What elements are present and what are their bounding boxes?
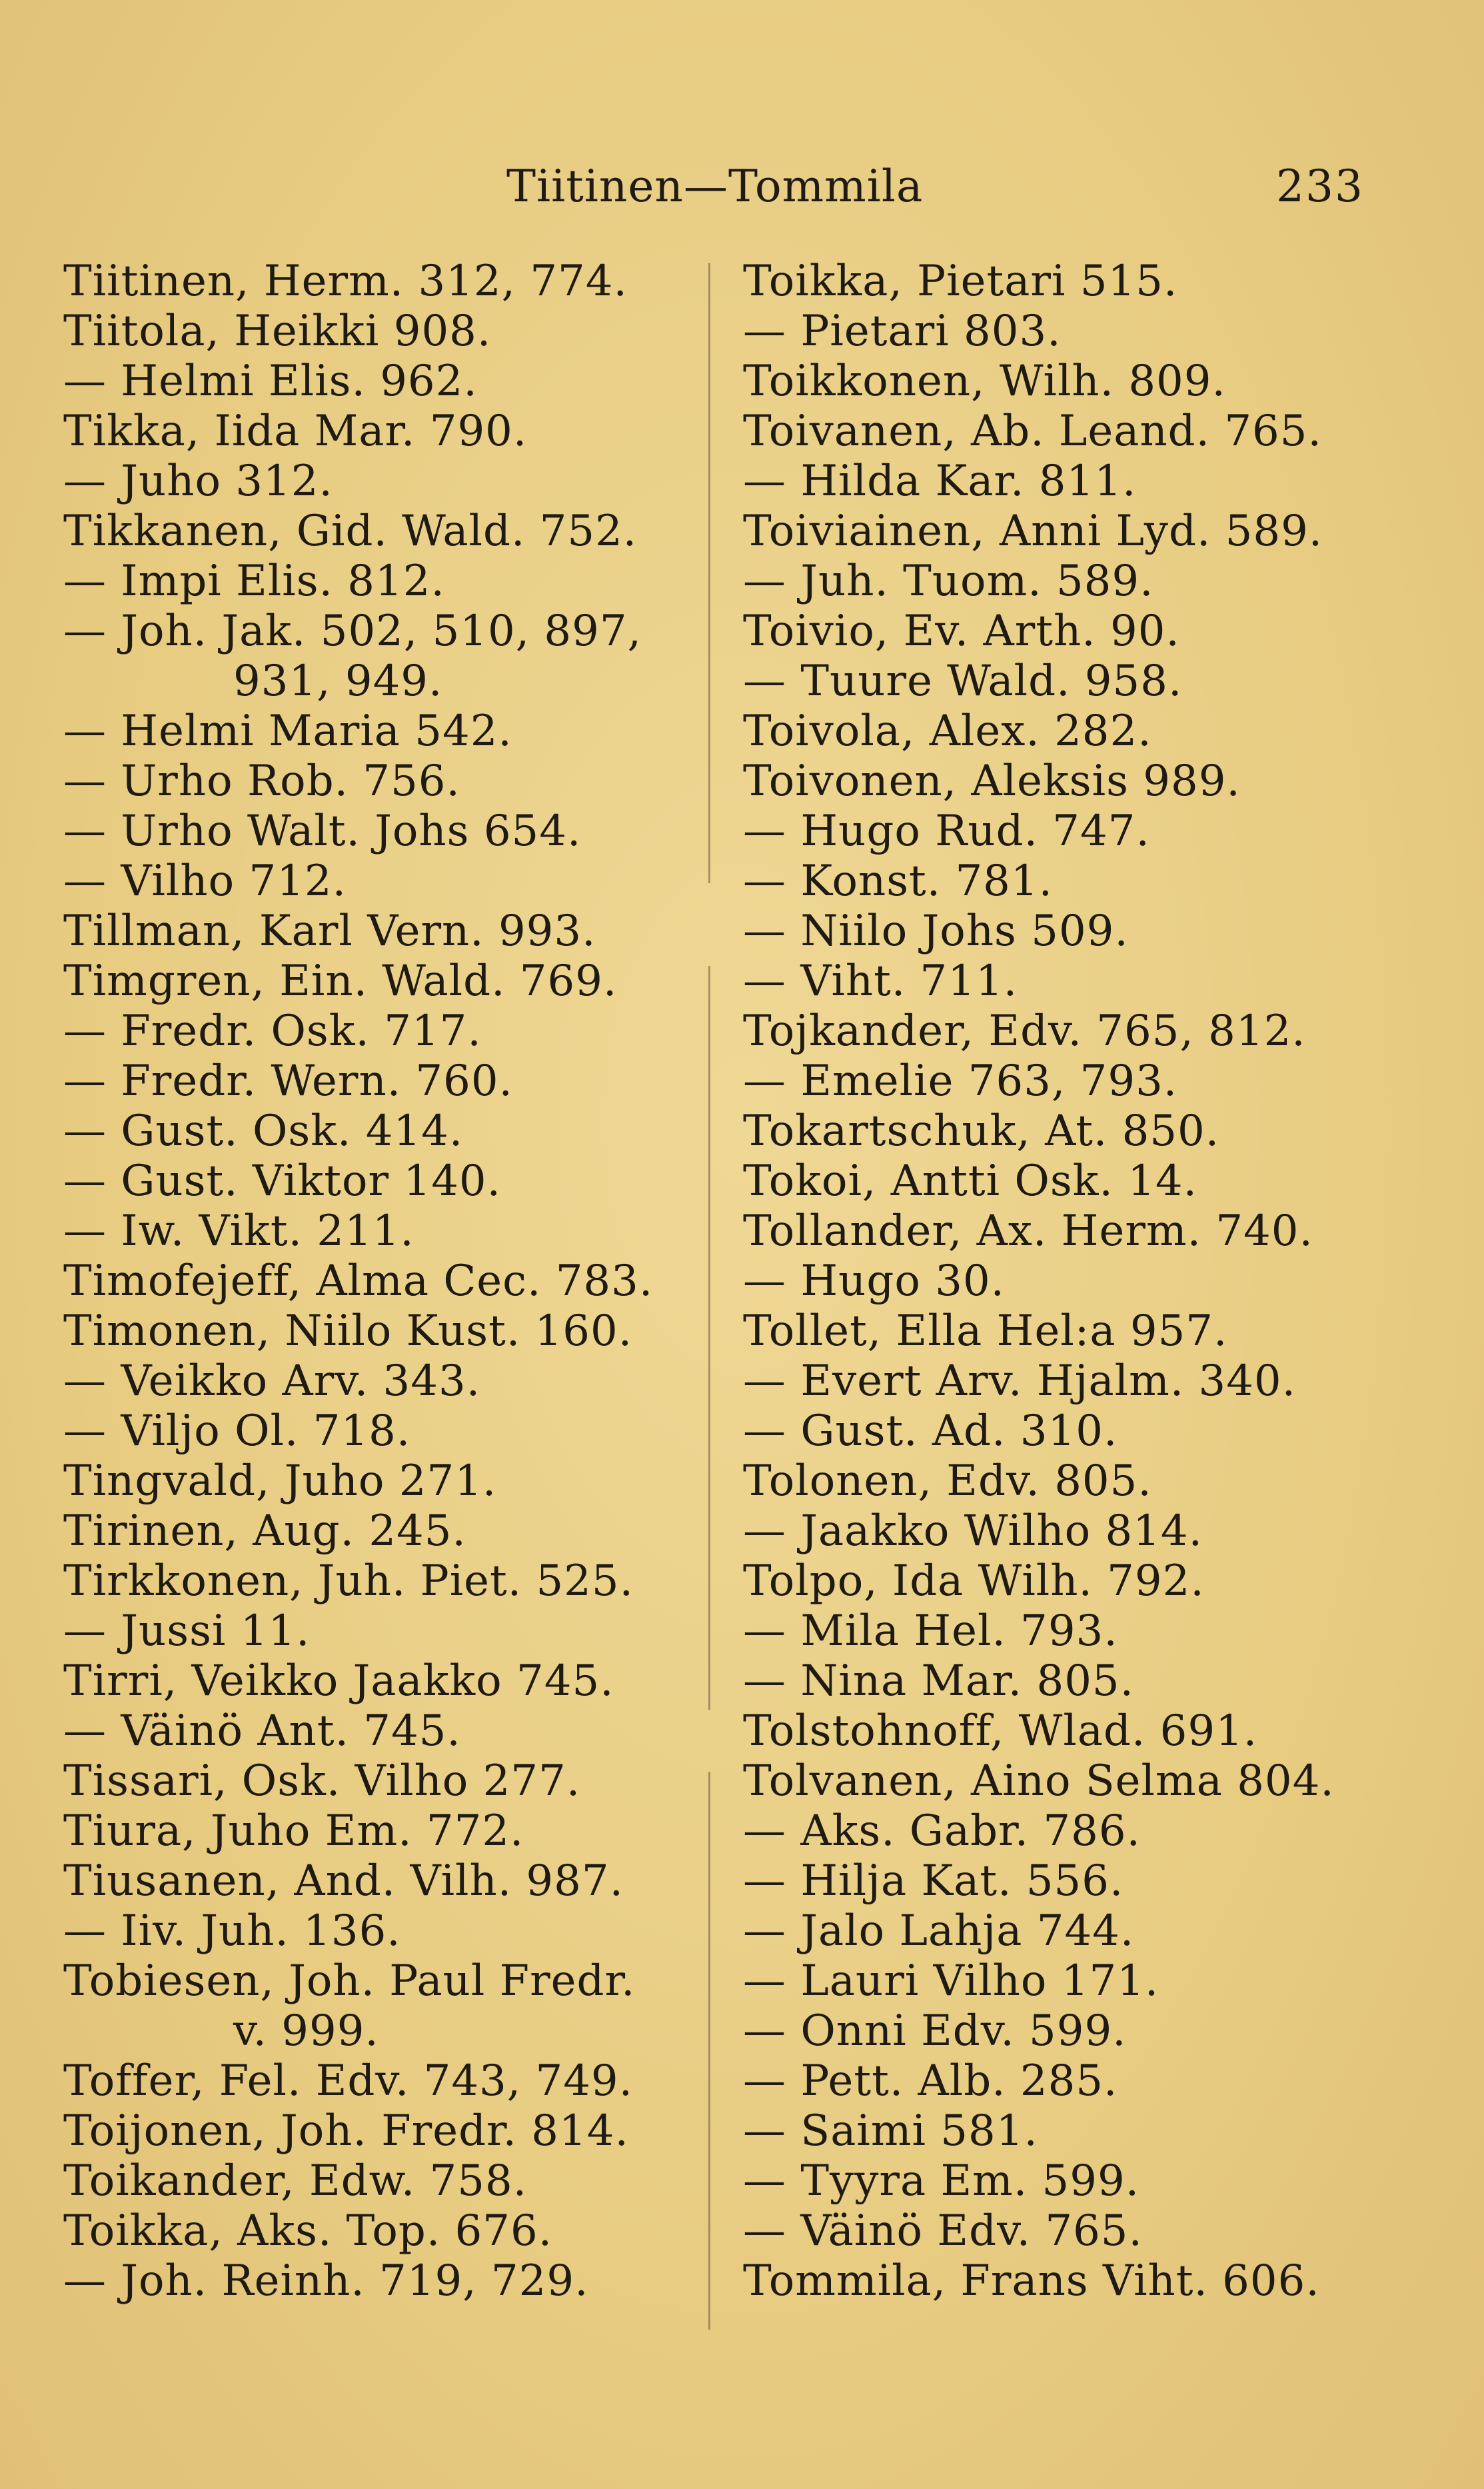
list-item: — Tuure Wald. 958. — [743, 657, 1183, 706]
left-column — [63, 257, 703, 2306]
list-item: — Nina Mar. 805. — [743, 1656, 1134, 1706]
list-item: — Aks. Gabr. 786. — [743, 1806, 1141, 1856]
list-item: — Helmi Elis. 962. — [63, 357, 478, 406]
list-item: Tikkanen, Gid. Wald. 752. — [63, 507, 638, 556]
list-item: — Helmi Maria 542. — [63, 707, 512, 756]
list-item: Timofejeff, Alma Cec. 783. — [63, 1256, 654, 1306]
list-item: Tolvanen, Aino Selma 804. — [743, 1756, 1335, 1806]
list-item: Tissari, Osk. Vilho 277. — [63, 1756, 581, 1806]
page-header — [0, 150, 1484, 223]
list-item: — Juho 312. — [63, 457, 333, 506]
list-item: — Väinö Edv. 765. — [743, 2206, 1143, 2256]
list-item: — Hilja Kat. 556. — [743, 1856, 1124, 1906]
list-item: Toivonen, Aleksis 989. — [743, 757, 1241, 806]
list-item: — Urho Rob. 756. — [63, 757, 460, 806]
list-item: — Viljo Ol. 718. — [63, 1406, 411, 1456]
list-item: — Evert Arv. Hjalm. 340. — [743, 1356, 1296, 1406]
list-item: Toivio, Ev. Arth. 90. — [743, 607, 1180, 656]
list-item: Toffer, Fel. Edv. 743, 749. — [63, 2056, 633, 2106]
list-item: Tollet, Ella Hel:a 957. — [743, 1306, 1228, 1356]
list-item: — Fredr. Wern. 760. — [63, 1057, 513, 1106]
list-item: — Pett. Alb. 285. — [743, 2056, 1118, 2106]
list-item: — Iw. Vikt. 211. — [63, 1207, 414, 1256]
list-item: Tollander, Ax. Herm. 740. — [743, 1207, 1313, 1256]
list-item: Tiitinen, Herm. 312, 774. — [63, 257, 628, 306]
list-item: — Onni Edv. 599. — [743, 2006, 1127, 2056]
list-item: Tiitola, Heikki 908. — [63, 307, 492, 356]
list-item: — Veikko Arv. 343. — [63, 1356, 481, 1406]
list-item: — Gust. Osk. 414. — [63, 1107, 464, 1156]
list-item: Tokoi, Antti Osk. 14. — [743, 1157, 1197, 1206]
list-item: Tolpo, Ida Wilh. 792. — [743, 1556, 1205, 1606]
list-item: Tirinen, Aug. 245. — [63, 1506, 466, 1556]
right-column — [743, 257, 1409, 2306]
list-item: — Iiv. Juh. 136. — [63, 1906, 401, 1956]
list-item: Toikka, Aks. Top. 676. — [63, 2206, 553, 2256]
list-item: Toivola, Alex. 282. — [743, 707, 1152, 756]
list-item: — Viht. 711. — [743, 957, 1018, 1006]
list-item: Tiusanen, And. Vilh. 987. — [63, 1856, 624, 1906]
list-item: Tirri, Veikko Jaakko 745. — [63, 1656, 614, 1706]
list-item: — Juh. Tuom. 589. — [743, 557, 1154, 606]
list-item: — Gust. Ad. 310. — [743, 1406, 1118, 1456]
list-item-continuation: 931, 949. — [233, 657, 443, 706]
list-item: Timonen, Niilo Kust. 160. — [63, 1306, 633, 1356]
list-item: — Pietari 803. — [743, 307, 1062, 356]
list-item: Timgren, Ein. Wald. 769. — [63, 957, 618, 1006]
list-item: Toijonen, Joh. Fredr. 814. — [63, 2106, 629, 2156]
list-item: Tikka, Iida Mar. 790. — [63, 407, 528, 456]
list-item: Toivanen, Ab. Leand. 765. — [743, 407, 1322, 456]
list-item: Tolonen, Edv. 805. — [743, 1456, 1152, 1506]
list-item: — Jussi 11. — [63, 1606, 311, 1656]
list-item: — Vilho 712. — [63, 857, 347, 906]
page-number: 233 — [1276, 161, 1364, 212]
list-item: — Jaakko Wilho 814. — [743, 1506, 1203, 1556]
list-item: — Väinö Ant. 745. — [63, 1706, 461, 1756]
list-item: — Mila Hel. 793. — [743, 1606, 1118, 1656]
list-item: — Fredr. Osk. 717. — [63, 1007, 482, 1056]
list-item: Tiura, Juho Em. 772. — [63, 1806, 524, 1856]
list-item: Tolstohnoff, Wlad. 691. — [743, 1706, 1258, 1756]
list-item: Toikander, Edw. 758. — [63, 2156, 528, 2206]
list-item: Toikka, Pietari 515. — [743, 257, 1178, 306]
list-item: Tobiesen, Joh. Paul Fredr. — [63, 1956, 636, 2006]
list-item: — Impi Elis. 812. — [63, 557, 445, 606]
list-item: — Jalo Lahja 744. — [743, 1906, 1135, 1956]
list-item: — Joh. Jak. 502, 510, 897, — [63, 607, 642, 656]
list-item: — Lauri Vilho 171. — [743, 1956, 1159, 2006]
list-item: — Hilda Kar. 811. — [743, 457, 1137, 506]
running-header: Tiitinen—Tommila — [506, 161, 924, 212]
list-item: — Niilo Johs 509. — [743, 907, 1129, 956]
list-item: — Konst. 781. — [743, 857, 1053, 906]
list-item: — Gust. Viktor 140. — [63, 1157, 501, 1206]
list-item: — Saimi 581. — [743, 2106, 1038, 2156]
column-divider — [708, 263, 710, 2330]
list-item: — Tyyra Em. 599. — [743, 2156, 1140, 2206]
list-item: Toikkonen, Wilh. 809. — [743, 357, 1226, 406]
list-item: Tillman, Karl Vern. 993. — [63, 907, 596, 956]
list-item: Tojkander, Edv. 765, 812. — [743, 1007, 1306, 1056]
list-item: Tommila, Frans Viht. 606. — [743, 2256, 1320, 2306]
list-item: — Urho Walt. Johs 654. — [63, 807, 582, 856]
list-item: Toiviainen, Anni Lyd. 589. — [743, 507, 1323, 556]
list-item-continuation: v. 999. — [233, 2006, 379, 2056]
list-item: Tingvald, Juho 271. — [63, 1456, 497, 1506]
list-item: — Emelie 763, 793. — [743, 1057, 1178, 1106]
list-item: Tokartschuk, At. 850. — [743, 1107, 1220, 1156]
list-item: Tirkkonen, Juh. Piet. 525. — [63, 1556, 634, 1606]
list-item: — Hugo 30. — [743, 1256, 1005, 1306]
list-item: — Hugo Rud. 747. — [743, 807, 1150, 856]
list-item: — Joh. Reinh. 719, 729. — [63, 2256, 589, 2306]
